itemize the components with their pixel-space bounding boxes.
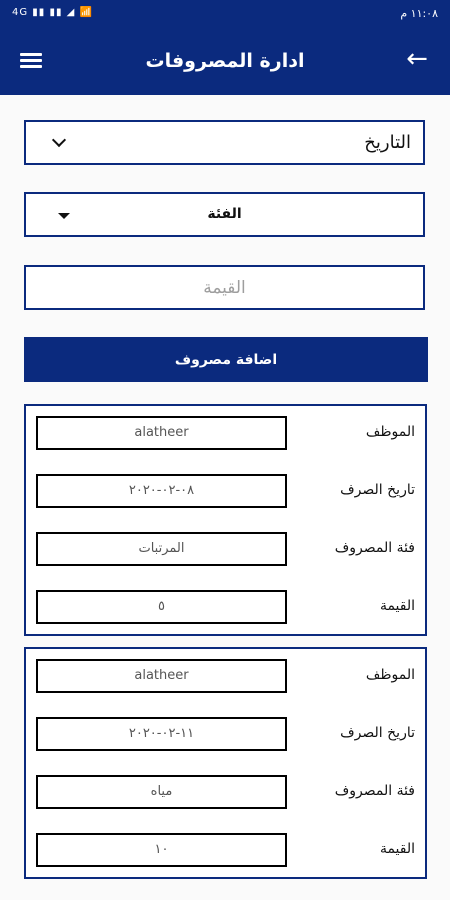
add-expense-button[interactable]: اضافة مصروف	[24, 337, 428, 382]
employee-row	[26, 659, 425, 693]
status-bar	[0, 0, 450, 30]
caret-down-icon	[58, 213, 70, 219]
date-label: تاريخ الصرف	[340, 725, 415, 741]
date-value: ٠٨-٠٢-٢٠٢٠	[36, 474, 287, 508]
expense-card	[24, 404, 427, 636]
expense-card	[24, 647, 427, 879]
date-row	[26, 717, 425, 751]
employee-label: الموظف	[365, 424, 415, 440]
category-dropdown-label: الفئة	[207, 206, 242, 222]
employee-value: alatheer	[36, 416, 287, 450]
value-value: ١٠	[36, 833, 287, 867]
employee-label: الموظف	[365, 667, 415, 683]
arrow-right-icon[interactable]: ←	[406, 44, 428, 74]
page-title: ادارة المصروفات	[145, 50, 305, 72]
chevron-down-icon	[52, 133, 66, 147]
date-value: ١١-٠٢-٢٠٢٠	[36, 717, 287, 751]
date-dropdown[interactable]	[24, 120, 425, 165]
category-label: فئة المصروف	[334, 540, 415, 556]
category-dropdown[interactable]	[24, 192, 425, 237]
value-value: ٥	[36, 590, 287, 624]
employee-value: alatheer	[36, 659, 287, 693]
value-label: القيمة	[379, 841, 415, 857]
date-row	[26, 474, 425, 508]
category-value: المرتبات	[36, 532, 287, 566]
value-label: القيمة	[379, 598, 415, 614]
value-input[interactable]	[24, 265, 425, 310]
category-row	[26, 775, 425, 809]
employee-row	[26, 416, 425, 450]
date-dropdown-label: التاريخ	[364, 132, 411, 153]
signal-icons: 4G ▮▮ ▮▮ ◢ 📶	[12, 7, 93, 18]
date-label: تاريخ الصرف	[340, 482, 415, 498]
app-bar	[0, 30, 450, 95]
category-label: فئة المصروف	[334, 783, 415, 799]
status-time: ١١:٠٨ م	[400, 7, 438, 20]
category-row	[26, 532, 425, 566]
value-row	[26, 833, 425, 867]
main-content	[0, 95, 450, 900]
value-row	[26, 590, 425, 624]
category-value: مياه	[36, 775, 287, 809]
